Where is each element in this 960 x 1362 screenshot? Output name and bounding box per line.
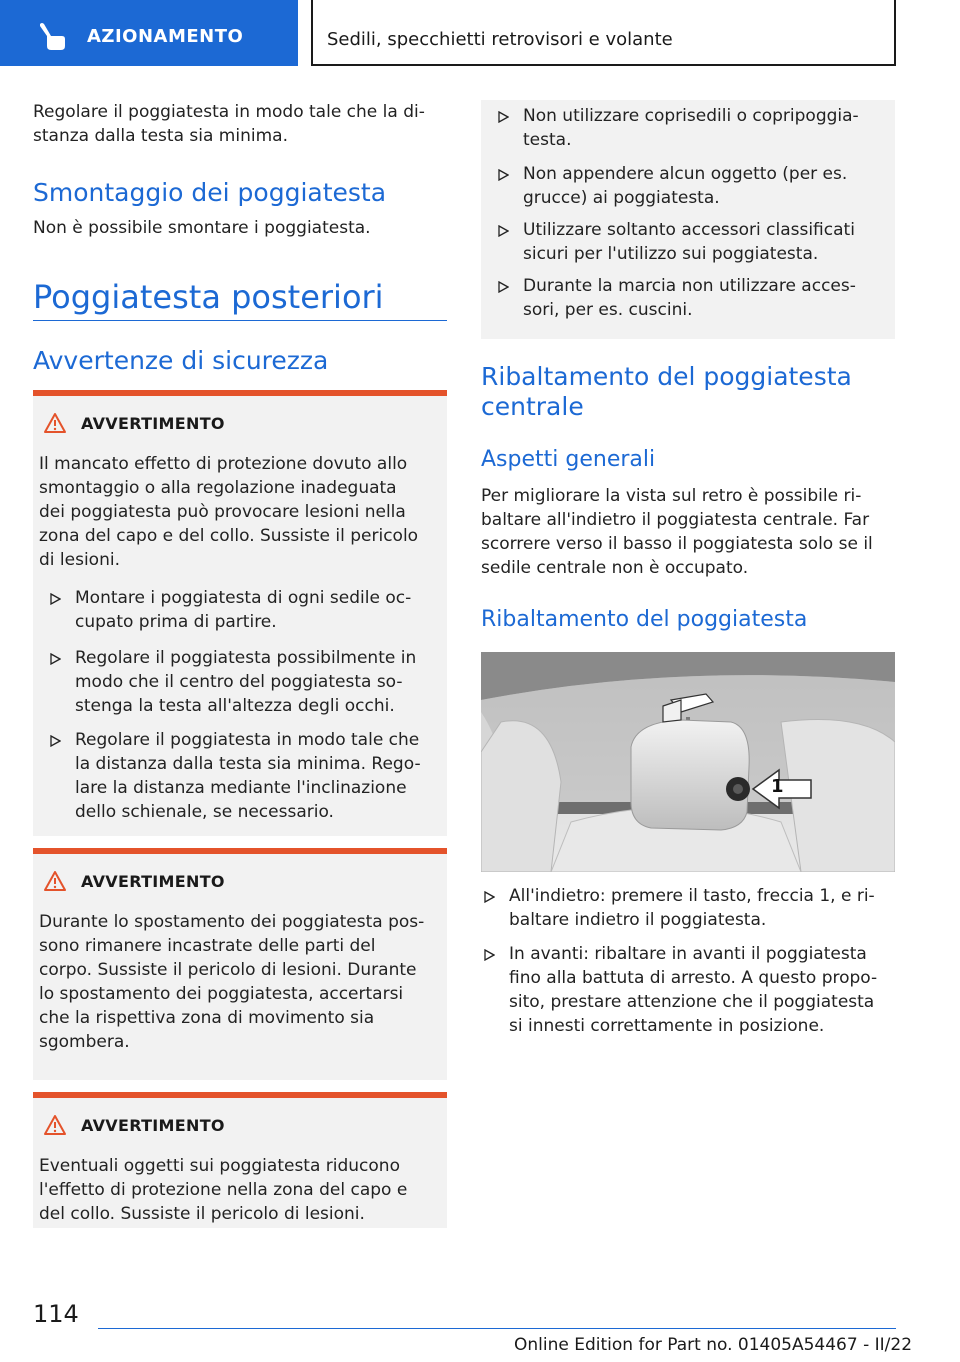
footer-rule <box>98 1328 896 1329</box>
heading-ribaltamento-centrale: Ribaltamento del poggiatesta centrale <box>481 362 852 421</box>
heading-ribaltamento: Ribaltamento del poggiatesta <box>481 607 808 632</box>
list-item: Non appendere alcun oggetto (per es. grucce) ai poggiatesta. <box>523 164 848 208</box>
warning-title: AVVERTIMENTO <box>81 413 225 433</box>
list-item: Non utilizzare coprisedili o copripoggia- testa. <box>523 106 859 150</box>
callout-number: 1 <box>771 776 784 797</box>
bullet-triangle-icon <box>497 281 509 293</box>
warning-triangle-icon <box>43 870 67 892</box>
headrest-illustration <box>481 652 895 872</box>
list-item: Durante la marcia non utilizzare acces- sori, per es. cuscini. <box>523 276 856 320</box>
warning-title: AVVERTIMENTO <box>81 871 225 891</box>
list-item: Montare i poggiatesta di ogni sedile oc- cupato prima di partire. <box>75 588 412 632</box>
bullet-triangle-icon <box>483 891 495 903</box>
aspetti-text: Per migliorare la vista sul retro è possibile ri- baltare all'indietro il poggiatesta centrale. Far scorrere verso il basso il poggiatesta solo se il sedile centrale non è occupato. <box>481 486 873 578</box>
heading-smontaggio: Smontaggio dei poggiatesta <box>33 178 387 207</box>
bullet-triangle-icon <box>483 949 495 961</box>
chapter-title: Sedili, specchietti retrovisori e volante <box>327 29 673 50</box>
page-number: 114 <box>33 1300 79 1328</box>
bullet-triangle-icon <box>497 225 509 237</box>
bullet-triangle-icon <box>49 735 61 747</box>
warning-box-2 <box>33 848 447 1080</box>
warning-triangle-icon <box>43 1114 67 1136</box>
list-item: All'indietro: premere il tasto, freccia 1, e ri- baltare indietro il poggiatesta. <box>509 886 875 930</box>
warning-text: Eventuali oggetti sui poggiatesta riducono l'effetto di protezione nella zona del capo e del collo. Sussiste il pericolo di lesioni. <box>39 1156 408 1224</box>
heading-aspetti-generali: Aspetti generali <box>481 447 656 472</box>
list-item: Regolare il poggiatesta possibilmente in modo che il centro del poggiatesta so- stenga la testa all'altezza degli occhi. <box>75 648 417 716</box>
list-item: Utilizzare soltanto accessori classificati sicuri per l'utilizzo sui poggiatesta. <box>523 220 855 264</box>
list-item: Regolare il poggiatesta in modo tale che la distanza dalla testa sia minima. Rego- lare la distanza mediante l'inclinazione dello schienale, se necessario. <box>75 730 421 822</box>
heading-rule <box>33 320 447 321</box>
bullet-triangle-icon <box>497 111 509 123</box>
section-tab <box>0 0 298 66</box>
warning-text: Durante lo spostamento dei poggiatesta pos- sono rimanere incastrate delle parti del corpo. Sussiste il pericolo di lesioni. Durante lo spostamento dei poggiatesta, accertarsi che la rispettiva zona di movimento sia sgombera. <box>39 912 425 1052</box>
list-item: In avanti: ribaltare in avanti il poggiatesta fino alla battuta di arresto. A questo propo- sito, prestare attenzione che il poggiatesta si innesti correttamente in posizione. <box>509 944 878 1036</box>
pointing-hand-icon <box>34 22 68 52</box>
warning-title: AVVERTIMENTO <box>81 1115 225 1135</box>
warning-triangle-icon <box>43 412 67 434</box>
intro-text: Regolare il poggiatesta in modo tale che la di- stanza dalla testa sia minima. <box>33 102 425 146</box>
heading-avvertenze: Avvertenze di sicurezza <box>33 346 329 375</box>
section-label: AZIONAMENTO <box>87 26 244 47</box>
footer-edition: Online Edition for Part no. 01405A54467 - II/22 <box>514 1335 913 1355</box>
warning-text: Il mancato effetto di protezione dovuto allo smontaggio o alla regolazione inadeguata dei poggiatesta può provocare lesioni nella zona del capo e del collo. Sussiste il pericolo di lesioni. <box>39 454 419 570</box>
warning-box-1 <box>33 390 447 836</box>
smontaggio-text: Non è possibile smontare i poggiatesta. <box>33 218 371 238</box>
heading-poggiatesta-posteriori: Poggiatesta posteriori <box>33 278 384 316</box>
bullet-triangle-icon <box>49 593 61 605</box>
bullet-triangle-icon <box>49 653 61 665</box>
warning-box-3 <box>33 1092 447 1228</box>
bullet-triangle-icon <box>497 169 509 181</box>
